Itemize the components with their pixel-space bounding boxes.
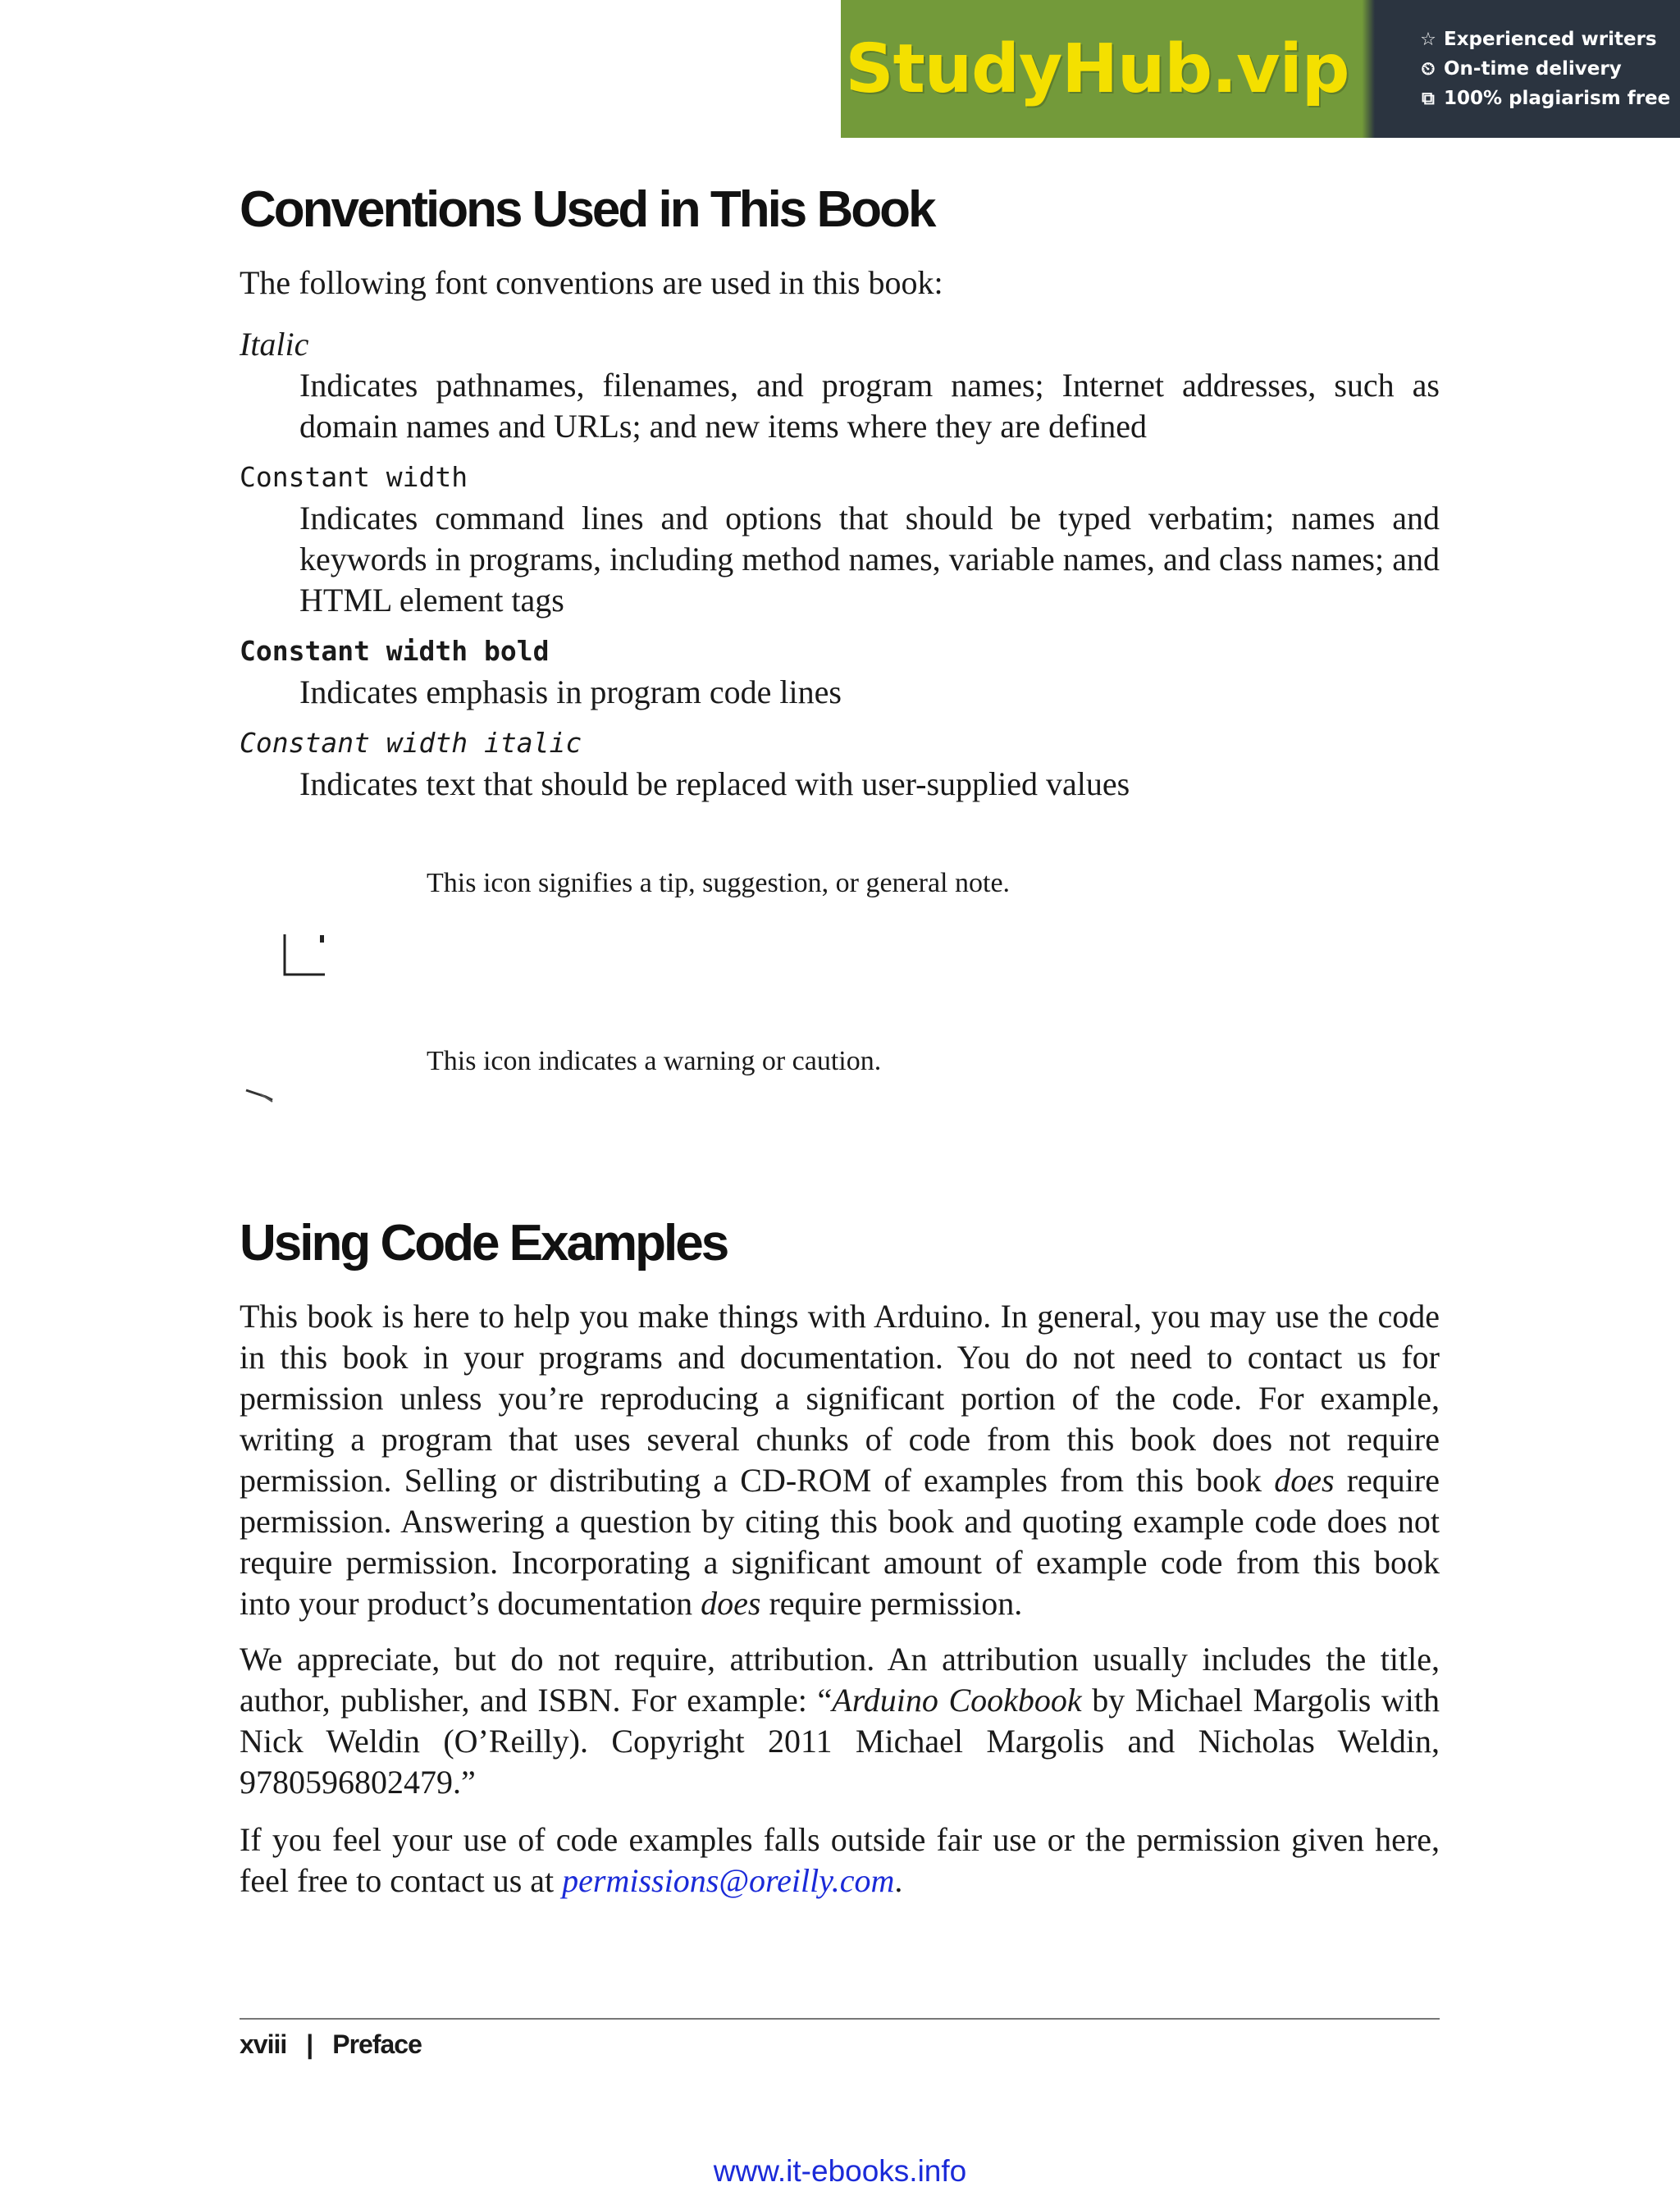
paragraph-attribution <box>240 1639 1440 1803</box>
feature-on-time-delivery <box>1419 58 1680 80</box>
paragraph-text: This book is here to help you make things with Arduino. In general, you may use the code in this book in your programs and documentation. You do not need to contact us for permission unless you’re reproducing a significant portion of the code. For example, writing a program that uses several chunks of code from this book does not require permission. Selling or distributing a CD-ROM of examples from this book <box>240 1298 1440 1499</box>
page-number: xviii <box>240 2029 287 2059</box>
book-title: Arduino Cookbook <box>832 1682 1082 1719</box>
paragraph-text: . <box>894 1862 903 1899</box>
star-icon: ☆ <box>1420 29 1436 50</box>
definition-constant-width-italic: Indicates text that should be replaced with user-supplied values <box>299 765 1130 802</box>
section-title-code-examples: Using Code Examples <box>240 1215 728 1271</box>
section-title-conventions: Conventions Used in This Book <box>240 181 934 238</box>
permissions-email-link[interactable]: permissions@oreilly.com <box>562 1862 895 1899</box>
paragraph-text: require permission. Answering a question by citing this book and quoting example code does not require permission. Incorporating a significant amount of example code from this book into your product’s documentation <box>240 1462 1440 1622</box>
definition-constant-width: Indicates command lines and options that should be typed verbatim; names and keywords in programs, including method names, variable names, and class names; and HTML element tags <box>299 500 1440 619</box>
brand-logo[interactable] <box>841 0 1354 138</box>
feature-list <box>1354 0 1680 138</box>
paragraph-text: require permission. <box>760 1585 1023 1622</box>
copy-icon: ⧉ <box>1422 88 1435 109</box>
footer-separator: | <box>306 2029 313 2059</box>
warning-note: This icon indicates a warning or caution. <box>427 1046 882 1076</box>
term-constant-width-italic: Constant width italic <box>240 727 582 759</box>
tip-icon <box>279 931 328 980</box>
studyhub-banner[interactable] <box>841 0 1680 138</box>
footer-rule <box>240 2018 1440 2020</box>
paragraph-text: We appreciate, but do not require, attribution. An attribution usually includes the title, author, publisher, and ISBN. For example: “ <box>240 1641 1440 1719</box>
page-footer <box>240 2029 422 2060</box>
feature-label: 100% plagiarism free <box>1444 88 1671 109</box>
paragraph-text: by Michael Margolis with Nick Weldin (O’Reilly). Copyright 2011 Michael Margolis and Nicholas Weldin, 9780596802479.” <box>240 1682 1440 1801</box>
term-italic: Italic <box>240 326 309 363</box>
tip-note: This icon signifies a tip, suggestion, or general note. <box>427 868 1011 898</box>
term-constant-width-bold: Constant width bold <box>240 635 550 667</box>
emphasis-does: does <box>701 1585 761 1622</box>
clock-icon: ⏲ <box>1421 58 1436 80</box>
definition-italic: Indicates pathnames, filenames, and program names; Internet addresses, such as domain names and URLs; and new items where they are defined <box>299 367 1440 445</box>
feature-experienced-writers <box>1419 29 1680 50</box>
paragraph-permissions <box>240 1296 1440 1624</box>
term-constant-width: Constant width <box>240 461 468 493</box>
footer-section: Preface <box>332 2029 422 2059</box>
paragraph-contact <box>240 1819 1440 1901</box>
feature-label: Experienced writers <box>1444 29 1657 50</box>
warning-icon <box>244 1087 277 1105</box>
definition-constant-width-bold: Indicates emphasis in program code lines <box>299 673 842 710</box>
feature-plagiarism-free <box>1419 88 1680 109</box>
conventions-intro: The following font conventions are used in this book: <box>240 264 943 301</box>
feature-label: On-time delivery <box>1444 58 1622 80</box>
emphasis-does: does <box>1274 1462 1335 1499</box>
paragraph-text: If you feel your use of code examples falls outside fair use or the permission given here, feel free to contact us at <box>240 1821 1440 1899</box>
brand-name: StudyHub.vip <box>845 30 1349 108</box>
site-link[interactable]: www.it-ebooks.info <box>713 2154 967 2188</box>
